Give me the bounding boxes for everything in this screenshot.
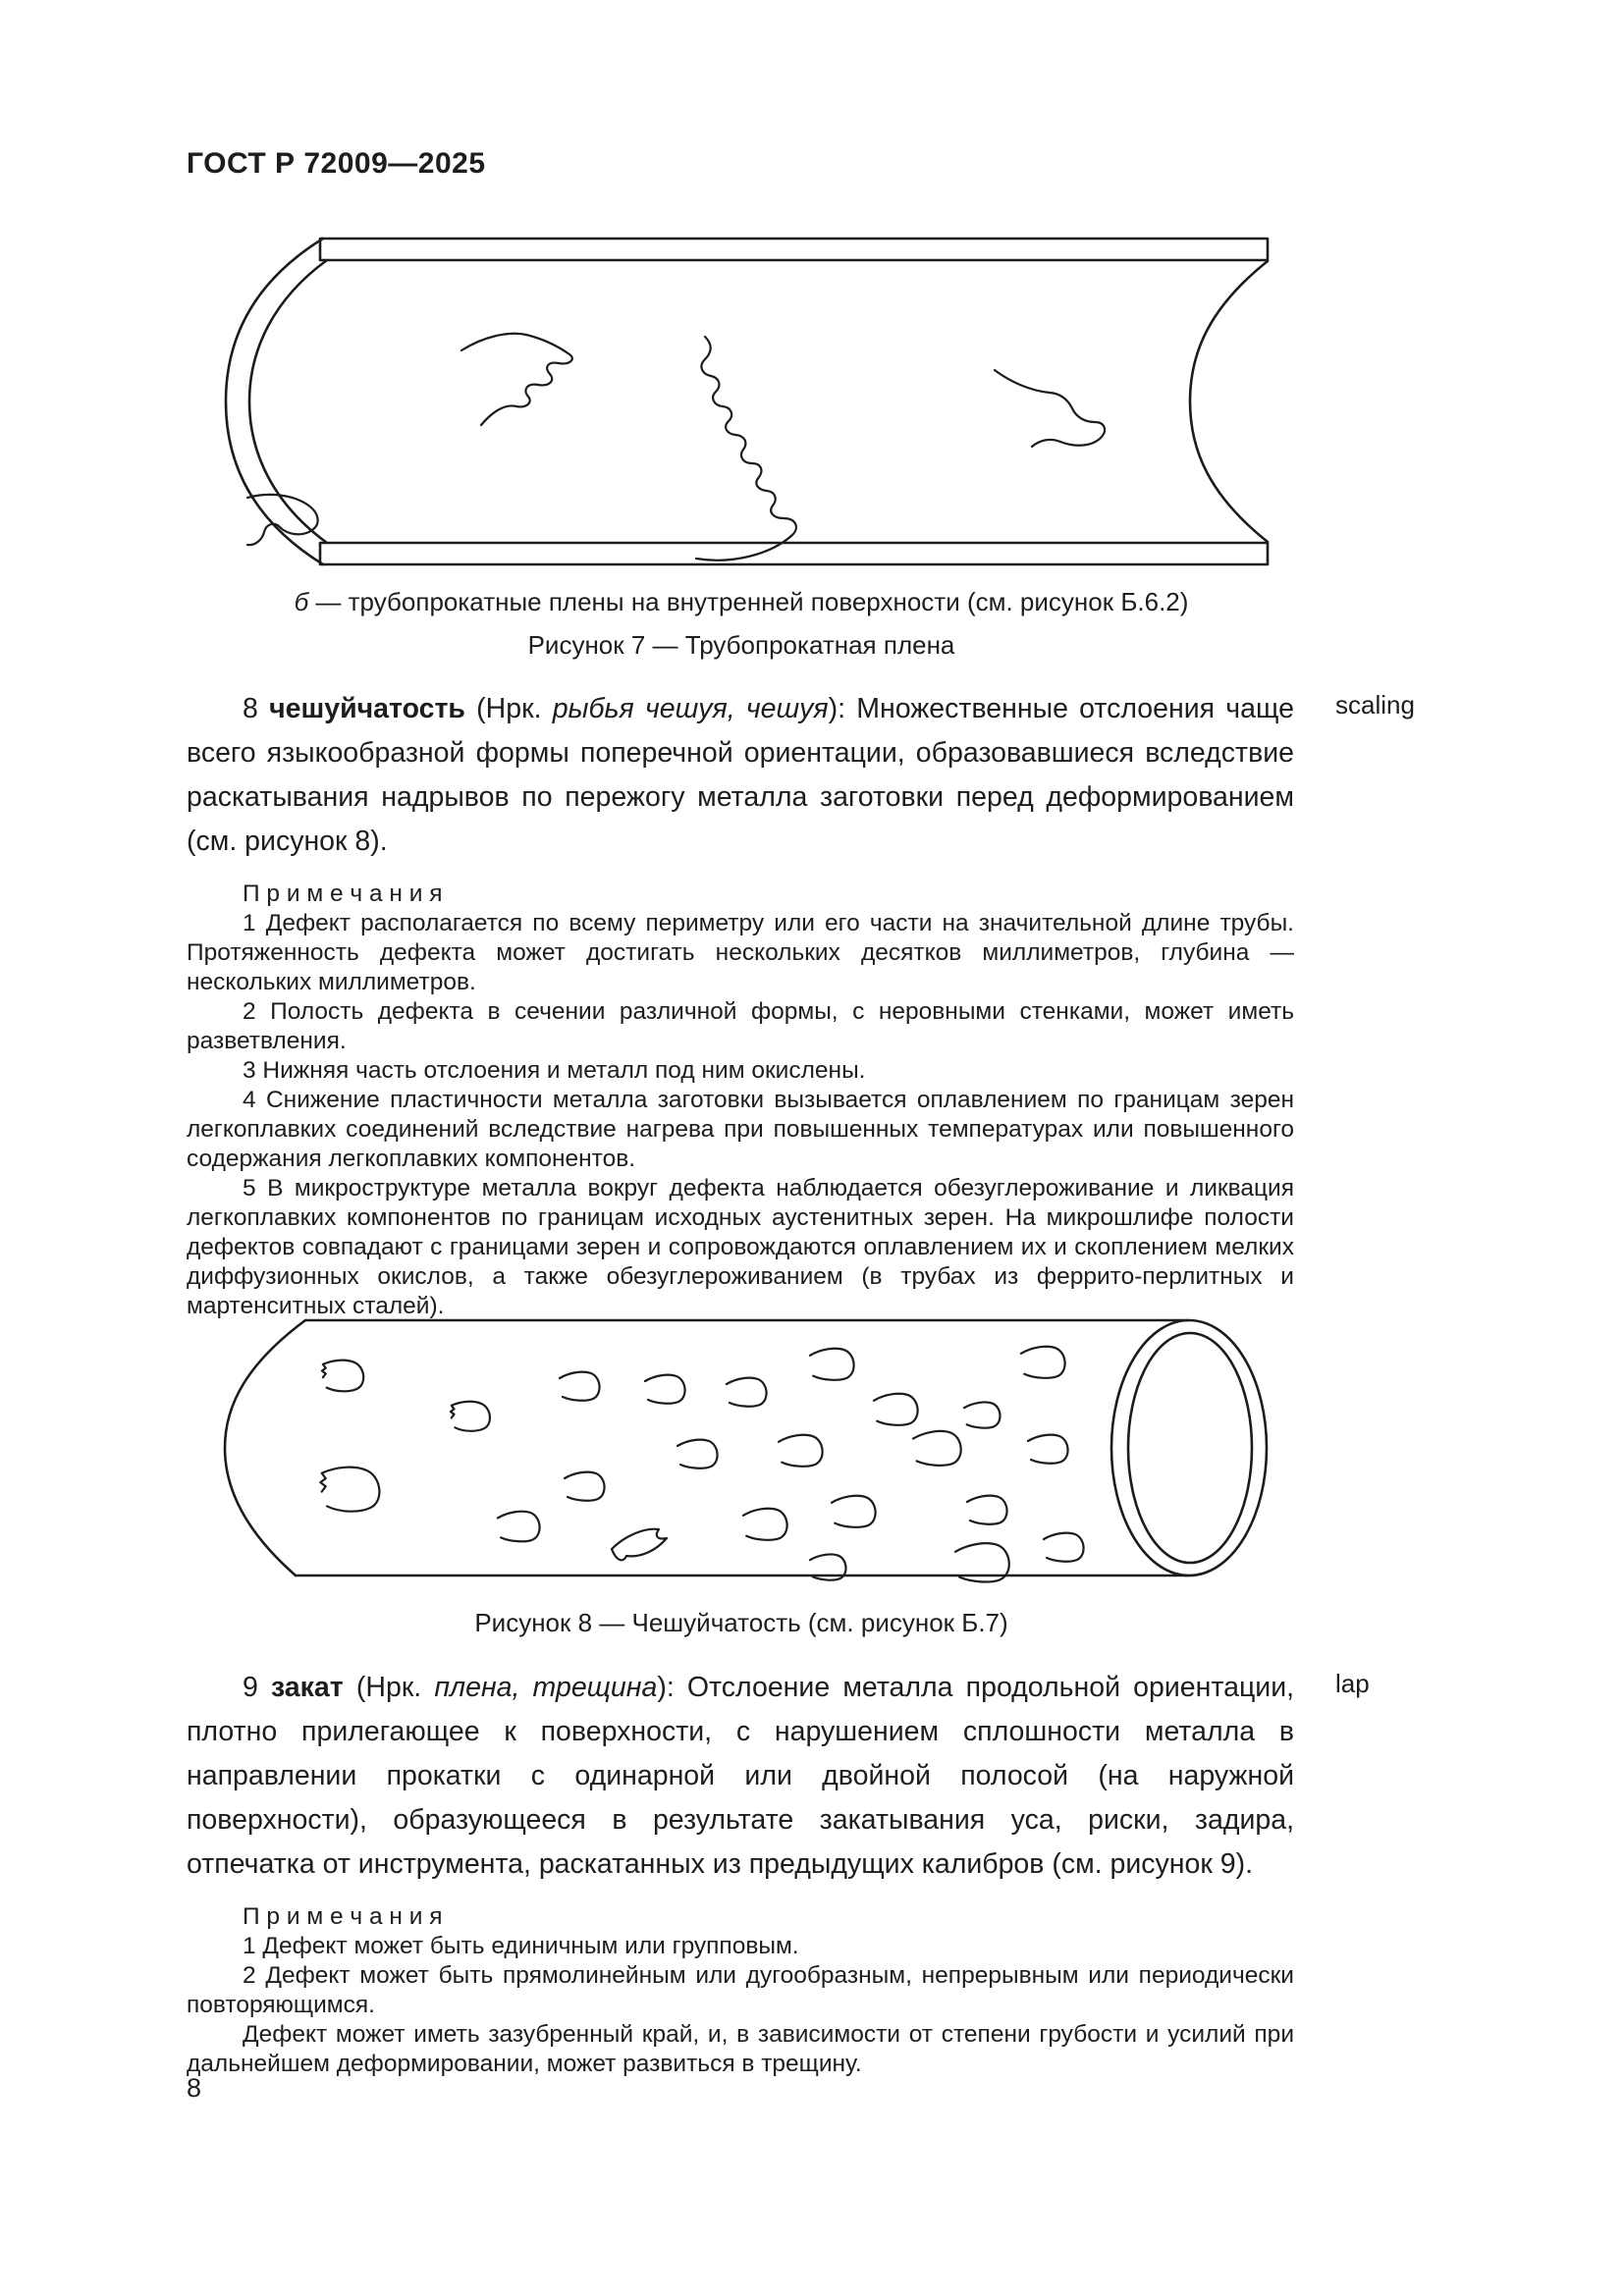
pipe-top-wall [320,239,1268,260]
term8-note-1: 1 Дефект располагается по всему периметру или его части на значительной длине трубы. Протяженность дефекта может достигать нескольких десятков миллиметров, глубина — нескольких миллиметров. [187,910,1294,995]
defect-film-squiggle [696,337,796,561]
figure8-caption: Рисунок 8 — Чешуйчатость (см. рисунок Б.7) [474,1608,1008,1637]
term8-notes-title: П р и м е ч а н и я [243,881,443,907]
term8-nrk-open: (Нрк. [476,693,542,724]
standard-number-header: ГОСТ Р 72009—2025 [187,147,486,180]
defect-film-squiggle [995,370,1105,447]
term8-note-2: 2 Полость дефекта в сечении различной формы, с неровными стенками, может иметь разветвления. [187,998,1294,1054]
term9-note-1: 1 Дефект может быть единичным или групповым. [243,1933,799,1959]
pipe-right-inner-arc [1190,261,1268,542]
pipe-left-inner-arc [249,260,327,543]
defect-film-squiggle [461,334,572,425]
figure7-pipe-drawing [216,221,1276,572]
term8-note-4: 4 Снижение пластичности металла заготовки вызывается оплавлением по границам зерен легкоплавких соединений вследствие нагрева при повышенных температурах или повышенного содержания легкоплавких компонентов. [187,1087,1294,1172]
page-number: 8 [187,2073,202,2103]
term9-notes-title: П р и м е ч а н и я [243,1903,443,1930]
term9-definition: ): Отслоение металла продольной ориентации, плотно прилегающее к поверхности, с нарушением сплошности металла в направлении прокатки с одинарной или двойной полосой (на наружной поверхности), образующееся в результате закатывания уса, риски, задира, отпечатка от инструмента, раскатанных из предыдущих калибров (см. рисунок 9). [187,1672,1295,1880]
pipe-bottom-wall [320,543,1268,564]
pipe-end-inner-ellipse [1128,1333,1252,1563]
figure7-caption: Рисунок 7 — Трубопрокатная плена [527,630,955,660]
term8-term: чешуйчатость [269,693,465,724]
term8-number: 8 [243,693,258,724]
term9-note-2: 2 Дефект может быть прямолинейным или дугообразным, непрерывным или периодически повторяющимся. [187,1962,1294,2018]
term9-nrk-terms: плена, трещина [434,1672,658,1703]
term8-note-3: 3 Нижняя часть отслоения и металл под ним окислены. [243,1057,866,1084]
pipe-left-outer-arc [226,239,323,564]
term9-english-equivalent: lap [1335,1669,1370,1698]
figure7-subcaption-letter: б [294,587,309,616]
term8-nrk-terms: рыбья чешуя, чешуя [552,693,829,724]
figure7-subcaption [187,587,1296,617]
scale-defect-marks [320,1347,1083,1582]
defect-film-squiggle [247,495,318,545]
term9-term: закат [271,1672,344,1703]
term9-section [187,1666,1294,2079]
figure7-subcaption-text: — трубопрокатные плены на внутренней поверхности (см. рисунок Б.6.2) [315,587,1189,616]
term8-note-5: 5 В микроструктуре металла вокруг дефекта наблюдается обезуглероживание и ликвация легкоплавких компонентов по границам исходных аустенитных зерен. На микрошлифе полости дефектов совпадают с границами зерен и сопровождаются оплавлением их и скоплением мелких диффузионных окислов, а также обезуглероживанием (в трубах из феррито-перлитных и мартенситных сталей). [187,1175,1294,1319]
term8-definition: ): Множественные отслоения чаще всего языкообразной формы поперечной ориентации, образовавшиеся вследствие раскатывания надрывов по пережогу металла заготовки перед деформированием (см. рисунок 8). [187,693,1294,857]
term9-paragraph [187,1666,1294,1887]
term8-english-equivalent: scaling [1335,690,1415,720]
term9-note-3: Дефект может иметь зазубренный край, и, в зависимости от степени грубости и усилий при дальнейшем деформировании, может развиться в трещину. [187,2021,1294,2077]
term8-section [187,687,1294,1321]
cylinder-left-cap-arc [225,1320,305,1575]
term9-nrk-open: (Нрк. [355,1672,422,1703]
figure8-pipe-drawing [221,1306,1276,1592]
pipe-end-outer-ellipse [1111,1320,1267,1575]
term8-paragraph [187,687,1294,864]
term9-number: 9 [243,1672,258,1703]
